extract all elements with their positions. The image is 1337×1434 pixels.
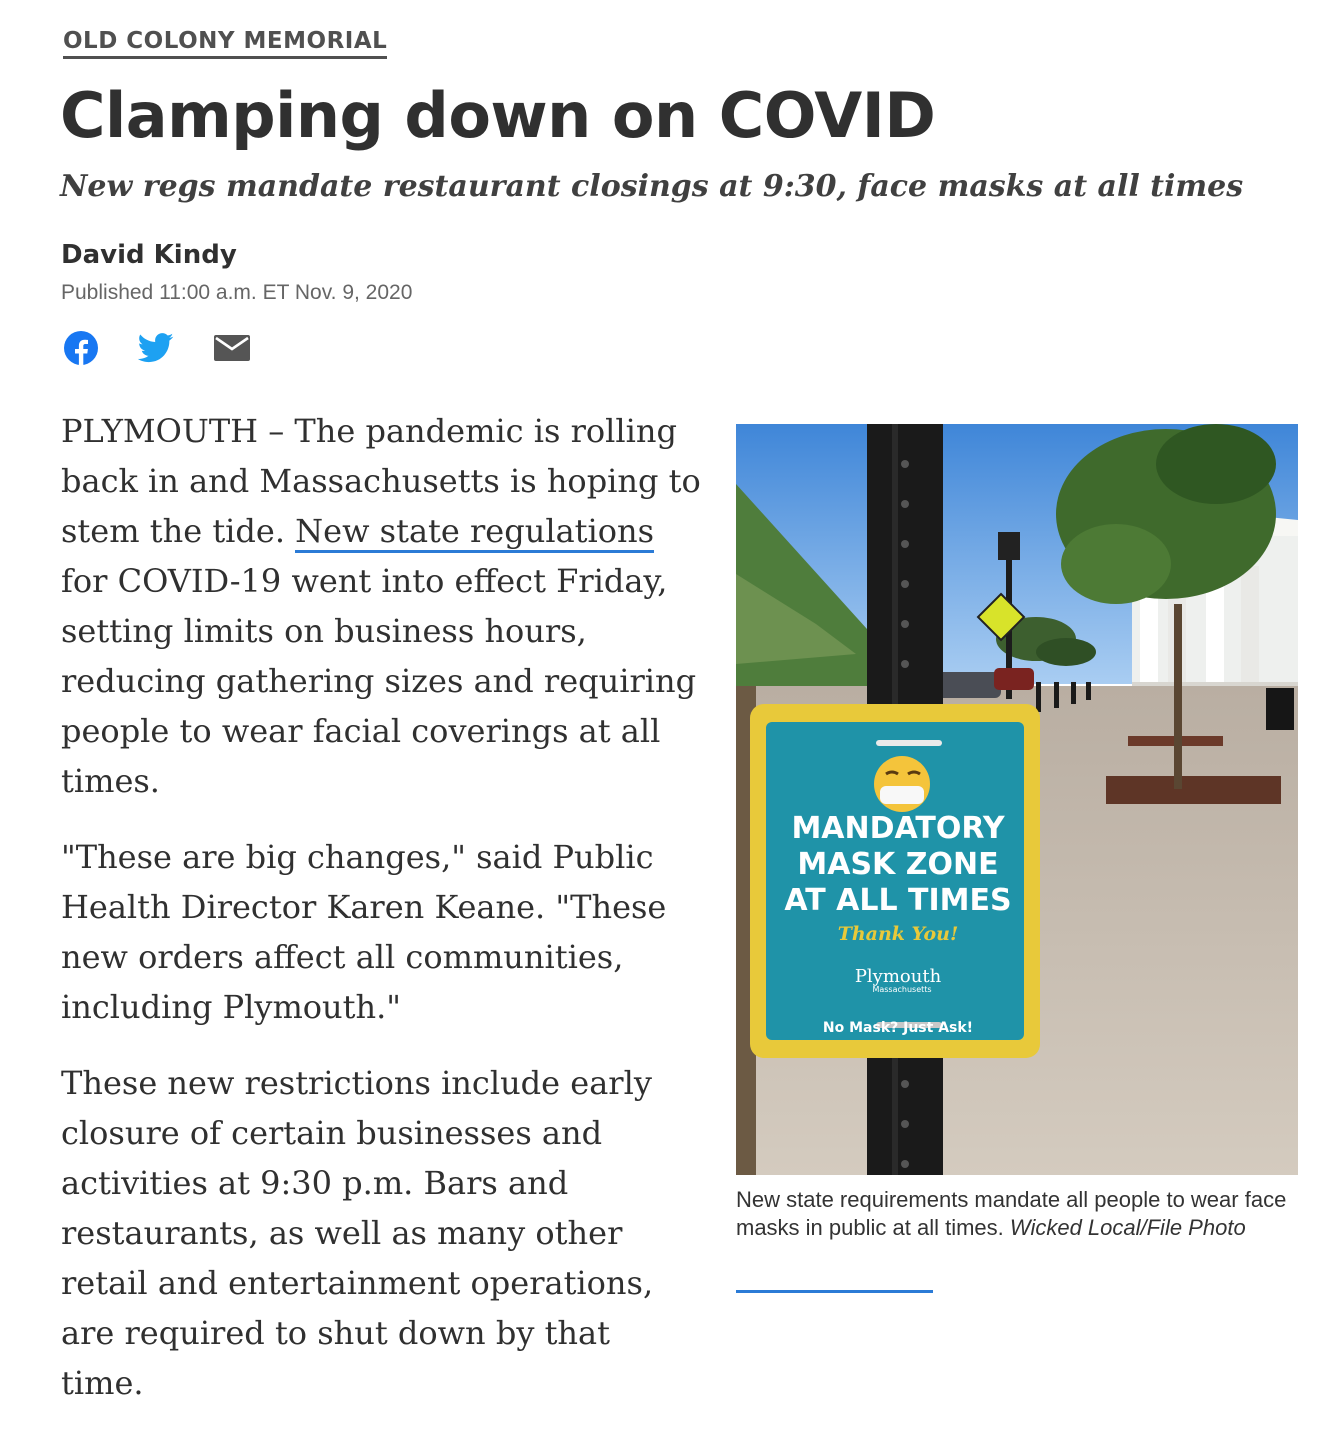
email-icon bbox=[214, 335, 250, 361]
author-name[interactable]: David Kindy bbox=[61, 240, 237, 270]
sign-line-2: MASK ZONE bbox=[797, 847, 999, 882]
sign-thanks: Thank You! bbox=[837, 923, 959, 945]
twitter-icon bbox=[138, 333, 174, 363]
photo-caption bbox=[736, 1186, 1296, 1242]
facebook-icon bbox=[63, 330, 99, 366]
sign-town: Plymouth bbox=[854, 966, 942, 987]
sign-footer: No Mask? Just Ask! bbox=[822, 1020, 974, 1036]
share-facebook-button[interactable] bbox=[63, 330, 99, 366]
article-subheadline: New regs mandate restaurant closings at 9:30, face masks at all times bbox=[60, 169, 1244, 204]
article-body bbox=[61, 406, 701, 1434]
article-photo[interactable] bbox=[736, 424, 1298, 1175]
sign-line-1: MANDATORY bbox=[791, 811, 1005, 846]
body-paragraph-1-lead: PLYMOUTH – The pandemic is rolling back in and Massachusetts is hoping to stem the tide. bbox=[61, 412, 701, 550]
body-paragraph-1-tail: for COVID-19 went into effect Friday, setting limits on business hours, reducing gathering sizes and requiring people to wear facial coverings at all times. bbox=[61, 562, 697, 800]
article-headline: Clamping down on COVID bbox=[60, 79, 936, 152]
caption-credit: Wicked Local/File Photo bbox=[1009, 1215, 1246, 1240]
published-timestamp: Published 11:00 a.m. ET Nov. 9, 2020 bbox=[61, 281, 413, 304]
body-paragraph-3: These new restrictions include early closure of certain businesses and activities at 9:30 p.m. Bars and restaurants, as well as many other retail and entertainment operations, are required to shut down by that time. bbox=[61, 1064, 654, 1402]
section-label-link[interactable]: OLD COLONY MEMORIAL bbox=[63, 28, 387, 59]
mask-sign-photo bbox=[736, 424, 1298, 1175]
sign-state: Massachusetts bbox=[872, 985, 932, 994]
body-paragraph-1 bbox=[61, 406, 701, 806]
sign-line-3: AT ALL TIMES bbox=[784, 883, 1012, 918]
body-paragraph-2: "These are big changes," said Public Health Director Karen Keane. "These new orders affect all communities, including Plymouth." bbox=[61, 838, 667, 1026]
caption-divider bbox=[736, 1290, 933, 1293]
state-regulations-link[interactable]: New state regulations bbox=[295, 512, 654, 553]
share-email-button[interactable] bbox=[213, 330, 251, 366]
share-twitter-button[interactable] bbox=[137, 330, 175, 366]
caption-text: New state requirements mandate all people to wear face masks in public at all times. bbox=[736, 1187, 1287, 1240]
